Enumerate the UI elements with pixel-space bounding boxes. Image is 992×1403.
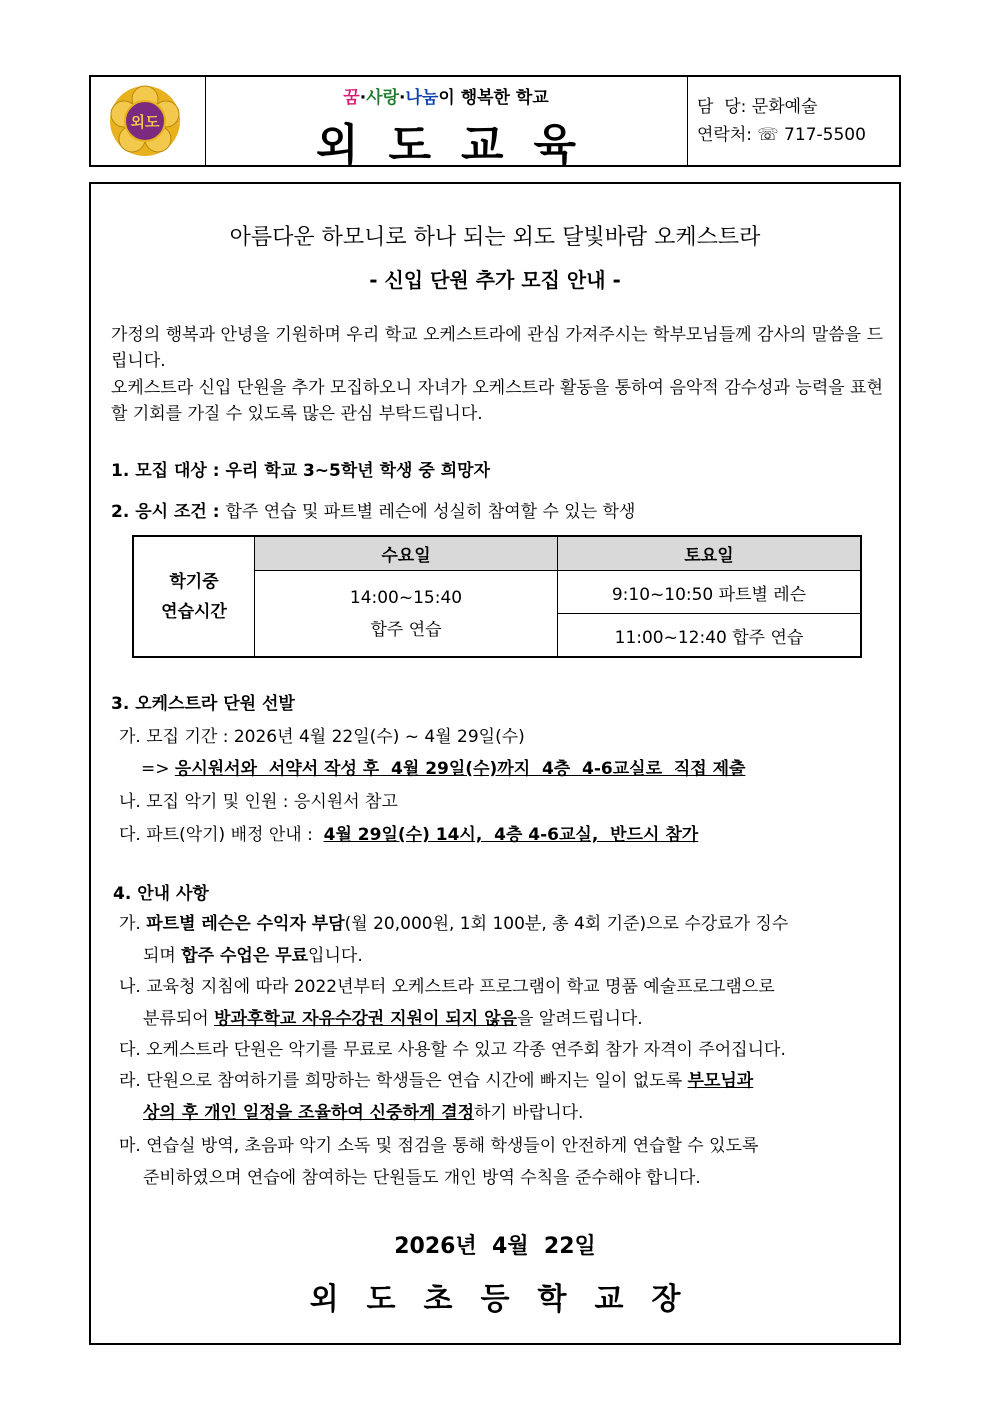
- section-4-item-b: 나. 교육청 지침에 따라 2022년부터 오케스트라 프로그램이 학교 명품 예술프로그램으로 분류되어 방과후학교 자유수강권 지원이 되지 않음을 알려드립니다.: [119, 977, 775, 1029]
- notice-title: 아름다운 하모니로 하나 되는 외도 달빛바람 오케스트라: [229, 225, 761, 250]
- notice-subtitle: - 신입 단원 추가 모집 안내 -: [369, 268, 621, 292]
- intro-paragraph-2: 오케스트라 신입 단원을 추가 모집하오니 자녀가 오케스트라 활동을 통하여 음악적 감수성과 능력을 표현할 기회를 가질 수 있도록 많은 관심 부탁드립니다.: [111, 378, 883, 424]
- contact-info: [697, 93, 866, 149]
- newsletter-title: 외도교육: [315, 120, 606, 171]
- section-3-submission: => 응시원서와 서약서 작성 후 4월 29일(수)까지 4층 4-6교실로 직접 제출: [141, 759, 746, 779]
- notice-body: [89, 182, 901, 1345]
- logo-lettering: 외도: [130, 113, 160, 131]
- section-2-conditions: 2. 응시 조건 : 합주 연습 및 파트별 레슨에 성실히 참여할 수 있는 학생: [111, 502, 636, 522]
- section-3-part-assignment: 다. 파트(악기) 배정 안내 : 4월 29일(수) 14시, 4층 4-6교실, 반드시 참가: [119, 825, 699, 845]
- school-slogan: 꿈·사랑·나눔이 행복한 학교: [343, 88, 549, 108]
- col-saturday: 토요일: [558, 536, 862, 571]
- section-3-heading: 3. 오케스트라 단원 선발: [111, 694, 295, 714]
- header-divider: [687, 77, 688, 165]
- section-4-heading: 4. 안내 사항: [113, 884, 209, 904]
- saturday-slot-1: 9:10~10:50 파트별 레슨: [558, 571, 862, 614]
- practice-schedule-table: [132, 535, 862, 658]
- principal-signature-line: 외도초등학교장: [309, 1282, 709, 1317]
- contact-person: 담 당: 문화예술: [697, 97, 818, 117]
- section-4-item-a: 가. 파트별 레슨은 수익자 부담(월 20,000원, 1회 100분, 총 4회 기준)으로 수강료가 징수 되며 합주 수업은 무료입니다.: [119, 914, 789, 966]
- contact-phone: 연락처: ☏ 717-5500: [697, 125, 866, 145]
- section-1-recruit-target: 1. 모집 대상 : 우리 학교 3~5학년 학생 중 희망자: [111, 461, 491, 481]
- section-4-item-e: 마. 연습실 방역, 초음파 악기 소독 및 점검을 통해 학생들이 안전하게 연습할 수 있도록 준비하였으며 연습에 참여하는 단원들도 개인 방역 수칙을 준수해야 합니다.: [119, 1136, 759, 1188]
- wednesday-slot: 14:00~15:40 합주 연습: [255, 571, 558, 658]
- section-4-item-d: 라. 단원으로 참여하기를 희망하는 학생들은 연습 시간에 빠지는 일이 없도록 부모님과 상의 후 개인 일정을 조율하여 신중하게 결정하기 바랍니다.: [119, 1071, 754, 1123]
- schedule-row-label: 학기중 연습시간: [133, 536, 255, 657]
- school-emblem-logo: [107, 83, 183, 159]
- section-3-period: 가. 모집 기간 : 2026년 4월 22일(수) ~ 4월 29일(수): [119, 727, 525, 747]
- saturday-slot-2: 11:00~12:40 합주 연습: [558, 614, 862, 658]
- intro-paragraph-1: 가정의 행복과 안녕을 기원하며 우리 학교 오케스트라에 관심 가져주시는 학부모님들께 감사의 말씀을 드립니다.: [111, 325, 883, 371]
- section-4-item-c: 다. 오케스트라 단원은 악기를 무료로 사용할 수 있고 각종 연주회 참가 자격이 주어집니다.: [119, 1040, 786, 1060]
- section-3-instruments: 나. 모집 악기 및 인원 : 응시원서 참고: [119, 792, 398, 812]
- issue-date: 2026년 4월 22일: [394, 1234, 596, 1259]
- letterhead: [89, 75, 901, 171]
- col-wednesday: 수요일: [255, 536, 558, 571]
